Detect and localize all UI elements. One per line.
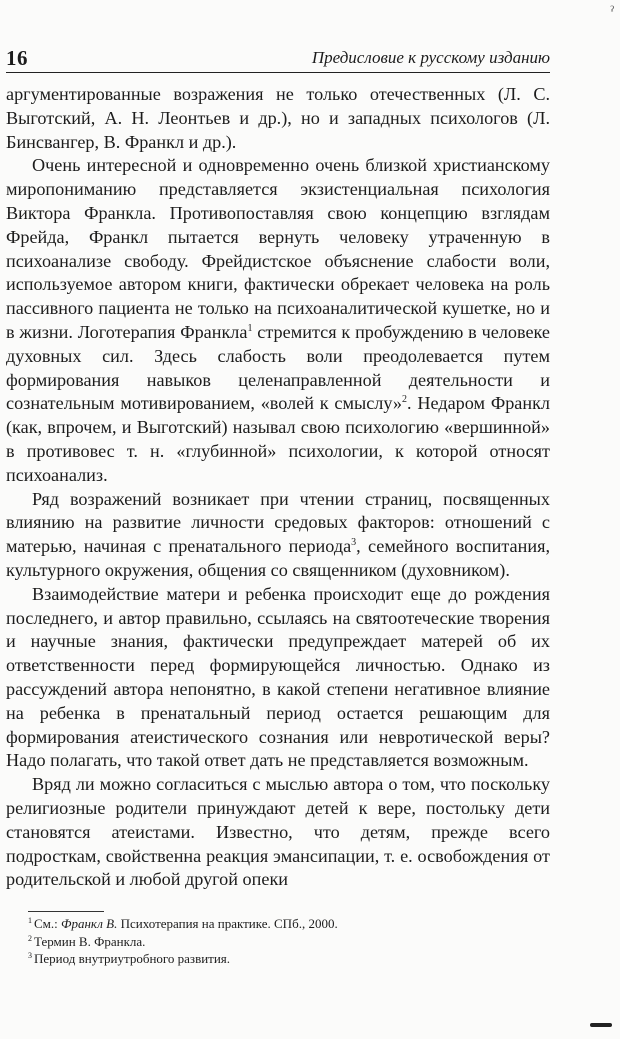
footnote-ref-1: 1	[247, 322, 253, 334]
footnote-1: $^1$ См.: Франкл В. Психотерапия на практике. СПб., 2000.	[28, 916, 338, 931]
running-title: Предисловие к русскому изданию	[311, 48, 550, 67]
footnote-3: $^3$ Период внутриутробного развития.	[28, 951, 231, 966]
paragraph-2: Очень интересной и одновременно очень близкой христианскому миропониманию представляется экзистенциальная психология Виктора Франкла. Противопоставляя свою концепцию взглядам Фрейда, Франкл пытается вернуть человеку утраченную в психоанализе свободу. Фрейдистское объяснение слабости воли, используемое автором книги, фактически обрекает человека на роль пассивного пациента не только на психоаналитической кушетке, но и в жизни. Логотерапия Франкла$^1$ стремится к пробуждению в человеке духовных сил. Здесь слабость воли преодолевается путем формирования навыков целенаправленной деятельности и сознательным мотивированием, «волей к смыслу»$^2$. Недаром Франкл (как, впрочем, и Выготский) называл свою психологию «вершинной» в противовес т. н. «глубинной» психологии, к которой относят психоанализ.	[6, 155, 551, 485]
footnote-ref-3: 3	[351, 537, 357, 549]
footnote-ref-2: 2	[402, 394, 408, 406]
footnote-separator	[28, 911, 104, 912]
paragraph-5: Вряд ли можно согласиться с мыслью автора о том, что поскольку религиозные родители принуждают детей к вере, постольку дети становятся атеистами. Известно, что детям, прежде всего подросткам, свойственна реакция эмансипации, т. е. освобождения от родительской и любой другой опеки	[6, 774, 550, 890]
page-number: 16	[6, 46, 28, 70]
scan-artifact-dash	[590, 1023, 612, 1027]
paragraph-1: аргументированные возражения не только отечественных (Л. С. Выготский, А. Н. Леонтьев и др.), но и западных психологов (Л. Бинсвангер, В. Франкл и др.).	[6, 84, 550, 152]
footnote-2: $^2$ Термин В. Франкла.	[28, 933, 146, 949]
footnotes	[28, 915, 548, 968]
body-text	[6, 83, 550, 892]
paragraph-3: Ряд возражений возникает при чтении страниц, посвященных влиянию на развитие личности средовых факторов: отношений с матерью, начиная с пренатального периода$^3$, семейного воспитания, культурного окружения, общения со священником (духовником).	[6, 488, 550, 580]
scan-artifact-mark: ˀ	[610, 4, 614, 19]
paragraph-4: Взаимодействие матери и ребенка происходит еще до рождения последнего, и автор правильно, ссылаясь на святоотеческие творения и научные знания, фактически предупреждает матерей об их ответственности перед формирующейся личностью. Однако из рассуждений автора непонятно, в какой степени негативное влияние на ребенка в пренатальный период остается решающим для формирования атеистического сознания или невротической веры? Надо полагать, что такой ответ дать не представляется возможным.	[6, 583, 550, 771]
page-header	[6, 46, 550, 72]
header-rule	[6, 72, 550, 73]
